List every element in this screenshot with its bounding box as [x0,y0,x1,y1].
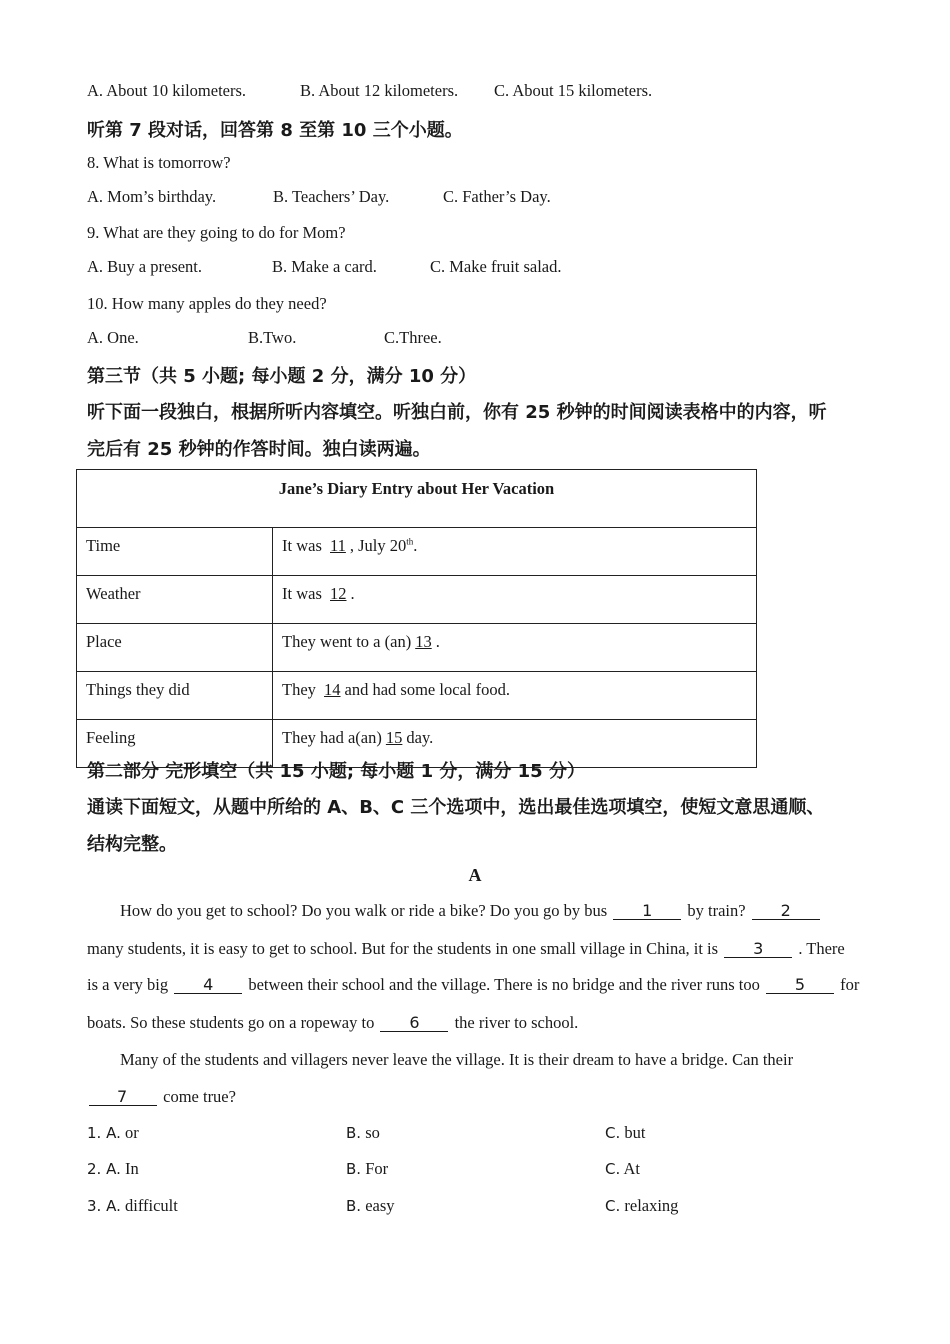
passage-line: How do you get to school? Do you walk or ride a bike? Do you go by bus 1 by train? 2 [120,901,822,921]
diary-table-title: Jane’s Diary Entry about Her Vacation [77,470,757,528]
answer-blank[interactable]: 11 [330,536,346,555]
q9-option-a: A. Buy a present. [87,257,203,276]
passage-label: A [468,865,482,885]
row-label: Weather [77,576,273,624]
row-label: Things they did [77,672,273,720]
cloze-option-2a[interactable]: 2. A. In [87,1159,139,1178]
cloze-blank-4[interactable]: 4 [174,976,242,994]
cloze-option-3a[interactable]: 3. A. difficult [87,1196,178,1215]
cloze-option-3c[interactable]: C. relaxing [605,1196,679,1215]
q7-option-a: A. About 10 kilometers. [87,81,247,100]
row-content: It was 11, July 20th. [273,528,757,576]
answer-blank[interactable]: 14 [324,680,341,699]
row-label: Place [77,624,273,672]
row-content: They went to a (an) 13. [273,624,757,672]
section7-heading: 听第 7 段对话，回答第 8 至第 10 三个小题。 [87,120,463,141]
row-content: They had a(an) 15day. [273,720,757,768]
passage-line: is a very big 4 between their school and the village. There is no bridge and the river runs too 5 for [87,975,860,994]
q8-question: 8. What is tomorrow? [87,153,231,172]
table-row [77,576,757,624]
q9-option-c: C. Make fruit salad. [430,257,562,276]
cloze-option-2b[interactable]: B. For [346,1159,389,1178]
q8-option-c: C. Father’s Day. [443,187,551,206]
part2-instructions-line2: 结构完整。 [87,834,177,855]
cloze-option-3b[interactable]: B. easy [346,1196,395,1215]
cloze-blank-7[interactable]: 7 [89,1088,157,1106]
q8-option-a: A. Mom’s birthday. [87,187,217,206]
q8-option-b: B. Teachers’ Day. [273,187,390,206]
q10-question: 10. How many apples do they need? [87,294,327,313]
part3-instructions-line1: 听下面一段独白，根据所听内容填空。听独白前，你有 25 秒钟的时间阅读表格中的内容，听 [87,402,827,423]
row-label: Time [77,528,273,576]
passage-line: Many of the students and villagers never leave the village. It is their dream to have a bridge. Can their [120,1050,794,1069]
answer-blank[interactable]: 13 [415,632,432,651]
passage-line: 7 come true? [87,1087,236,1107]
row-content: They 14and had some local food. [273,672,757,720]
cloze-option-1a[interactable]: 1. A. or [87,1123,139,1142]
q10-option-b: B.Two. [248,328,297,347]
cloze-blank-3[interactable]: 3 [724,940,792,958]
answer-blank[interactable]: 12 [330,584,347,603]
cloze-blank-2[interactable]: 2 [752,902,820,920]
part3-heading: 第三节（共 5 小题; 每小题 2 分，满分 10 分） [87,366,477,387]
row-label: Feeling [77,720,273,768]
cloze-option-2c[interactable]: C. At [605,1159,640,1178]
cloze-blank-1[interactable]: 1 [613,902,681,920]
passage-line: boats. So these students go on a ropeway to 6 the river to school. [87,1013,579,1032]
table-row [77,672,757,720]
passage-line: many students, it is easy to get to school. But for the students in one small village in China, it is 3 . There [87,939,845,958]
table-row [77,624,757,672]
answer-blank[interactable]: 15 [385,728,403,747]
q7-option-c: C. About 15 kilometers. [494,81,653,100]
cloze-blank-6[interactable]: 6 [380,1014,448,1032]
q10-option-c: C.Three. [384,328,442,347]
part2-heading: 第二部分 完形填空（共 15 小题; 每小题 1 分，满分 15 分） [87,761,585,782]
q7-option-b: B. About 12 kilometers. [300,81,459,100]
cloze-option-1c[interactable]: C. but [605,1123,646,1142]
q9-option-b: B. Make a card. [272,257,377,276]
cloze-option-1b[interactable]: B. so [346,1123,380,1142]
row-content: It was 12. [273,576,757,624]
part2-instructions-line1: 通读下面短文，从题中所给的 A、B、C 三个选项中，选出最佳选项填空，使短文意思通顺、 [87,797,825,818]
diary-table [76,469,757,768]
cloze-blank-5[interactable]: 5 [766,976,834,994]
table-row [77,528,757,576]
q9-question: 9. What are they going to do for Mom? [87,223,346,242]
part3-instructions-line2: 完后有 25 秒钟的作答时间。独白读两遍。 [87,439,431,460]
q10-option-a: A. One. [87,328,139,347]
